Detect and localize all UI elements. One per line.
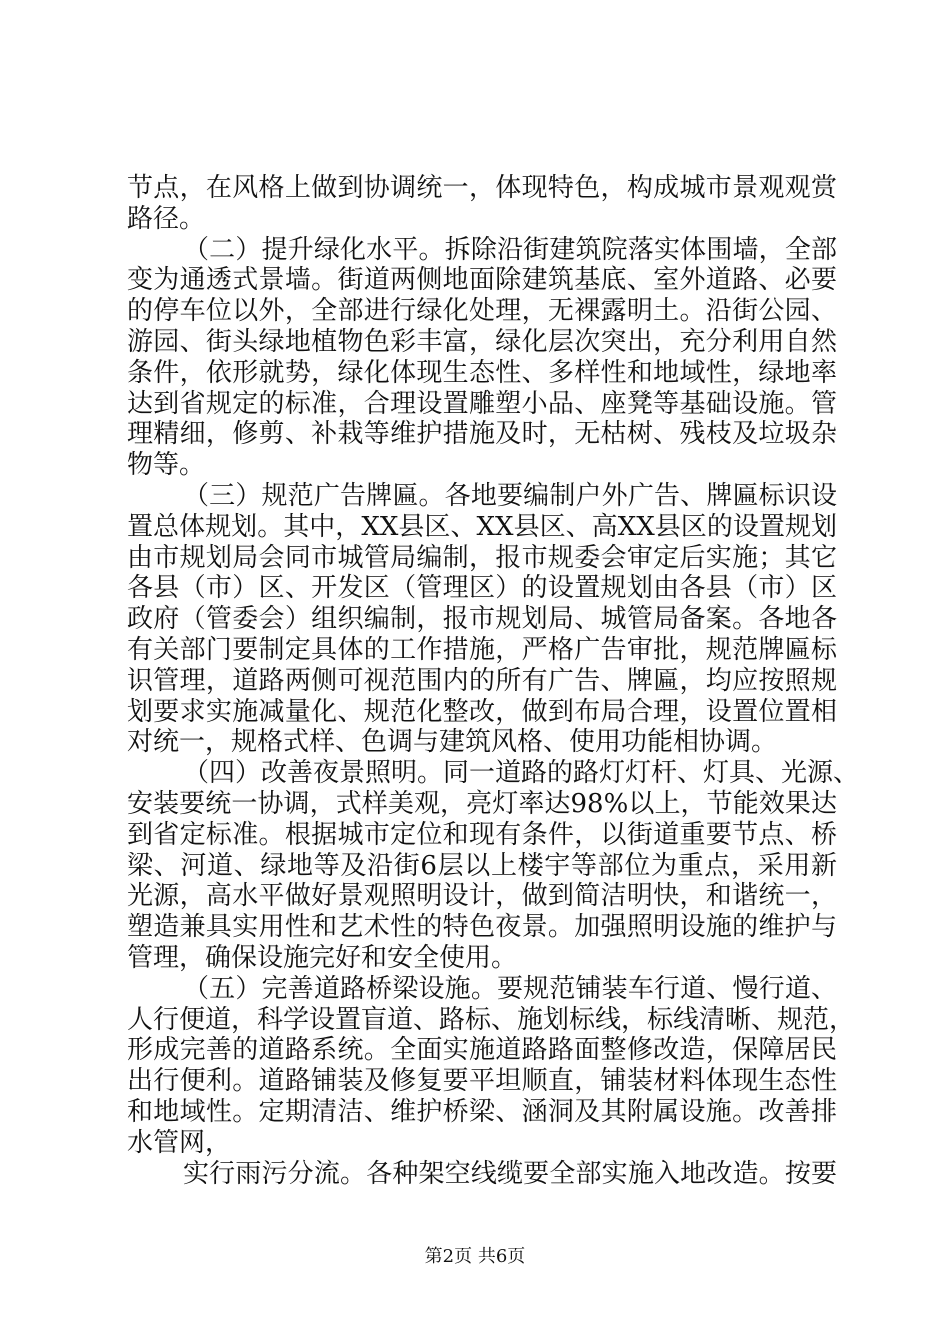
text-line: 水管网， — [127, 1127, 232, 1158]
text-line: 识管理，道路两侧可视范围内的所有广告、牌匾，均应按照规 — [127, 665, 837, 696]
paragraph — [127, 235, 837, 481]
paragraph — [127, 173, 837, 235]
text-line: （三）规范广告牌匾。各地要编制户外广告、牌匾标识设 — [183, 480, 837, 511]
paragraph — [127, 1159, 837, 1190]
text-line: 的停车位以外，全部进行绿化处理，无裸露明土。沿街公园、 — [127, 296, 837, 327]
text-line: （二）提升绿化水平。拆除沿街建筑院落实体围墙，全部 — [183, 234, 837, 265]
text-line: 出行便利。道路铺装及修复要平坦顺直，铺装材料体现生态性 — [127, 1066, 837, 1097]
paragraph — [127, 758, 860, 974]
text-line: 由市规划局会同市城管局编制，报市规委会审定后实施；其它 — [127, 542, 837, 573]
text-line: 梁、河道、绿地等及沿街6层以上楼宇等部位为重点，采用新 — [127, 850, 837, 881]
text-line: 安装要统一协调，式样美观，亮灯率达98%以上，节能效果达 — [127, 788, 837, 819]
text-line: 塑造兼具实用性和艺术性的特色夜景。加强照明设施的维护与 — [127, 912, 837, 943]
text-line: 置总体规划。其中，XX县区、XX县区、高XX县区的设置规划 — [127, 511, 837, 542]
text-line: 和地域性。定期清洁、维护桥梁、涵洞及其附属设施。改善排 — [127, 1096, 837, 1127]
text-line: 各县（市）区、开发区（管理区）的设置规划由各县（市）区 — [127, 573, 837, 604]
paragraph — [127, 973, 856, 1159]
text-line: （五）完善道路桥梁设施。要规范铺装车行道、慢行道、 — [183, 973, 837, 1004]
text-line: 划要求实施减量化、规范化整改，做到布局合理，设置位置相 — [127, 696, 837, 727]
document-body — [127, 173, 860, 1189]
text-line: 到省定标准。根据城市定位和现有条件，以街道重要节点、桥 — [127, 819, 837, 850]
text-line: 达到省规定的标准，合理设置雕塑小品、座凳等基础设施。管 — [127, 388, 837, 419]
text-line: 变为通透式景墙。街道两侧地面除建筑基底、室外道路、必要 — [127, 265, 837, 296]
text-line: 游园、街头绿地植物色彩丰富，绿化层次突出，充分利用自然 — [127, 326, 837, 357]
text-line: 人行便道，科学设置盲道、路标、施划标线，标线清晰、规范， — [127, 1004, 856, 1035]
text-line: 管理，确保设施完好和安全使用。 — [127, 942, 518, 973]
text-line: 政府（管委会）组织编制，报市规划局、城管局备案。各地各 — [127, 604, 837, 635]
text-line: 光源，高水平做好景观照明设计，做到简洁明快，和谐统一， — [127, 881, 837, 912]
text-line: 有关部门要制定具体的工作措施，严格广告审批，规范牌匾标 — [127, 634, 837, 665]
text-line: 物等。 — [127, 450, 206, 481]
text-line: 形成完善的道路系统。全面实施道路路面整修改造，保障居民 — [127, 1035, 837, 1066]
paragraph — [127, 481, 837, 758]
text-line: 节点，在风格上做到协调统一，体现特色，构成城市景观观赏 — [127, 173, 837, 203]
text-line: （四）改善夜景照明。同一道路的路灯灯杆、灯具、光源、 — [183, 758, 860, 789]
text-line: 对统一，规格式样、色调与建筑风格、使用功能相协调。 — [127, 727, 778, 758]
text-line: 理精细，修剪、补栽等维护措施及时，无枯树、残枝及垃圾杂 — [127, 419, 837, 450]
text-line: 实行雨污分流。各种架空线缆要全部实施入地改造。按要 — [183, 1158, 837, 1189]
text-line: 路径。 — [127, 203, 206, 234]
text-line: 条件，依形就势，绿化体现生态性、多样性和地域性，绿地率 — [127, 357, 837, 388]
page-number: 第2页 共6页 — [424, 1246, 526, 1267]
